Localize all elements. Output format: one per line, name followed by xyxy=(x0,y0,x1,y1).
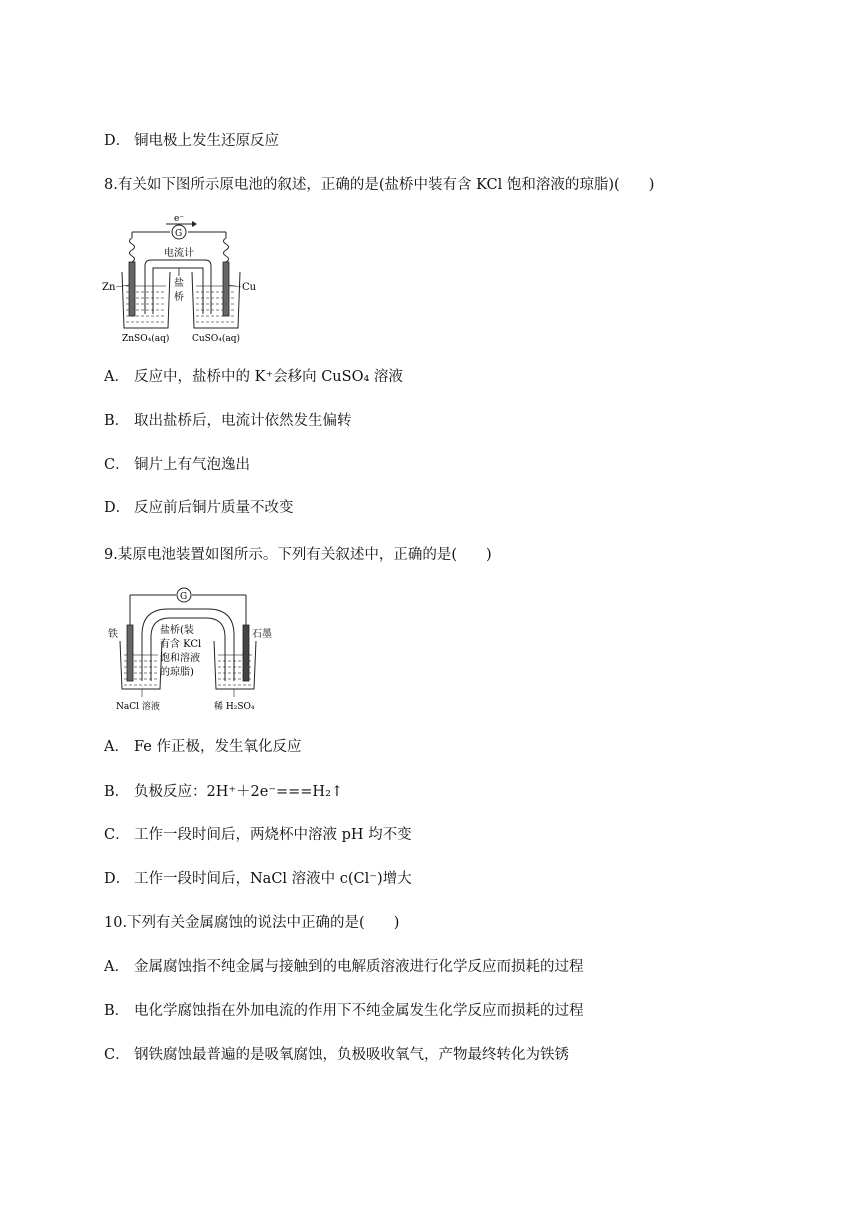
q10-option-a xyxy=(104,957,584,977)
option-letter: A． xyxy=(104,739,129,755)
option-letter: C． xyxy=(104,827,130,843)
option-letter: D． xyxy=(104,871,131,887)
option-text: 铜电极上发生还原反应 xyxy=(134,133,279,149)
option-text: 反应前后铜片质量不改变 xyxy=(134,500,294,516)
q9-option-b xyxy=(104,782,343,802)
option-letter: B． xyxy=(104,784,130,800)
option-letter: C． xyxy=(104,1047,130,1063)
galvanometer-label: G xyxy=(180,592,188,602)
q10-option-b xyxy=(104,1001,584,1021)
q9-option-a xyxy=(104,737,301,757)
option-letter: A． xyxy=(104,369,129,385)
option-letter: D． xyxy=(104,133,131,149)
option-letter: C． xyxy=(104,457,130,473)
znso4-label: ZnSO₄(aq) xyxy=(122,334,170,344)
option-text: 铜片上有气泡逸出 xyxy=(134,457,250,473)
option-text: 钢铁腐蚀最普遍的是吸氧腐蚀，负极吸收氧气，产物最终转化为铁锈 xyxy=(134,1047,569,1063)
salt-bridge-label-1: 盐 xyxy=(174,278,184,289)
option-letter: A． xyxy=(104,959,129,975)
cu-label: Cu xyxy=(242,282,257,293)
option-text: 工作一段时间后，NaCl 溶液中 c(Cl⁻)增大 xyxy=(134,871,412,887)
q9-galvanic-cell-figure xyxy=(104,585,284,715)
bridge-text-2: 有含 KCl xyxy=(160,639,202,650)
zn-label: Zn xyxy=(102,282,116,293)
option-text: 工作一段时间后，两烧杯中溶液 pH 均不变 xyxy=(134,827,412,843)
option-letter: D． xyxy=(104,500,131,516)
option-letter: B． xyxy=(104,1003,130,1019)
q8-option-b xyxy=(104,411,352,431)
option-text: 金属腐蚀指不纯金属与接触到的电解质溶液进行化学反应而损耗的过程 xyxy=(134,959,584,975)
q10-stem: 10.下列有关金属腐蚀的说法中正确的是( ) xyxy=(104,915,400,931)
h2so4-label: 稀 H₂SO₄ xyxy=(214,702,255,712)
iron-label: 铁 xyxy=(108,629,118,640)
q10-option-c xyxy=(104,1045,569,1065)
nacl-label: NaCl 溶液 xyxy=(116,702,160,712)
meter-label: 电流计 xyxy=(164,248,194,259)
q8-galvanic-cell-figure xyxy=(100,210,260,345)
q9-option-c xyxy=(104,825,412,845)
option-text: Fe 作正极，发生氧化反应 xyxy=(134,739,302,755)
option-letter: B． xyxy=(104,413,130,429)
galvanometer-label: G xyxy=(175,229,183,239)
bridge-text-1: 盐桥(装 xyxy=(160,625,194,636)
q9-stem: 9.某原电池装置如图所示。下列有关叙述中，正确的是( ) xyxy=(104,547,492,563)
bridge-text-3: 饱和溶液 xyxy=(160,653,200,664)
electron-label: e⁻ xyxy=(174,214,185,224)
graphite-label: 石墨 xyxy=(252,629,272,640)
salt-bridge-label-2: 桥 xyxy=(174,292,184,303)
option-text: 取出盐桥后，电流计依然发生偏转 xyxy=(134,413,352,429)
q9-option-d xyxy=(104,869,412,889)
q8-stem: 8.有关如下图所示原电池的叙述，正确的是(盐桥中装有含 KCl 饱和溶液的琼脂)( ) xyxy=(104,177,655,193)
q7-option-d xyxy=(104,131,279,151)
cuso4-label: CuSO₄(aq) xyxy=(192,334,240,344)
option-text: 电化学腐蚀指在外加电流的作用下不纯金属发生化学反应而损耗的过程 xyxy=(134,1003,584,1019)
q8-option-c xyxy=(104,455,250,475)
option-text: 负极反应：2H⁺＋2e⁻===H₂↑ xyxy=(134,784,344,800)
q8-option-a xyxy=(104,367,403,387)
option-text: 反应中，盐桥中的 K⁺会移向 CuSO₄ 溶液 xyxy=(134,369,403,385)
q8-option-d xyxy=(104,498,294,518)
bridge-text-4: 的琼脂) xyxy=(160,667,194,678)
